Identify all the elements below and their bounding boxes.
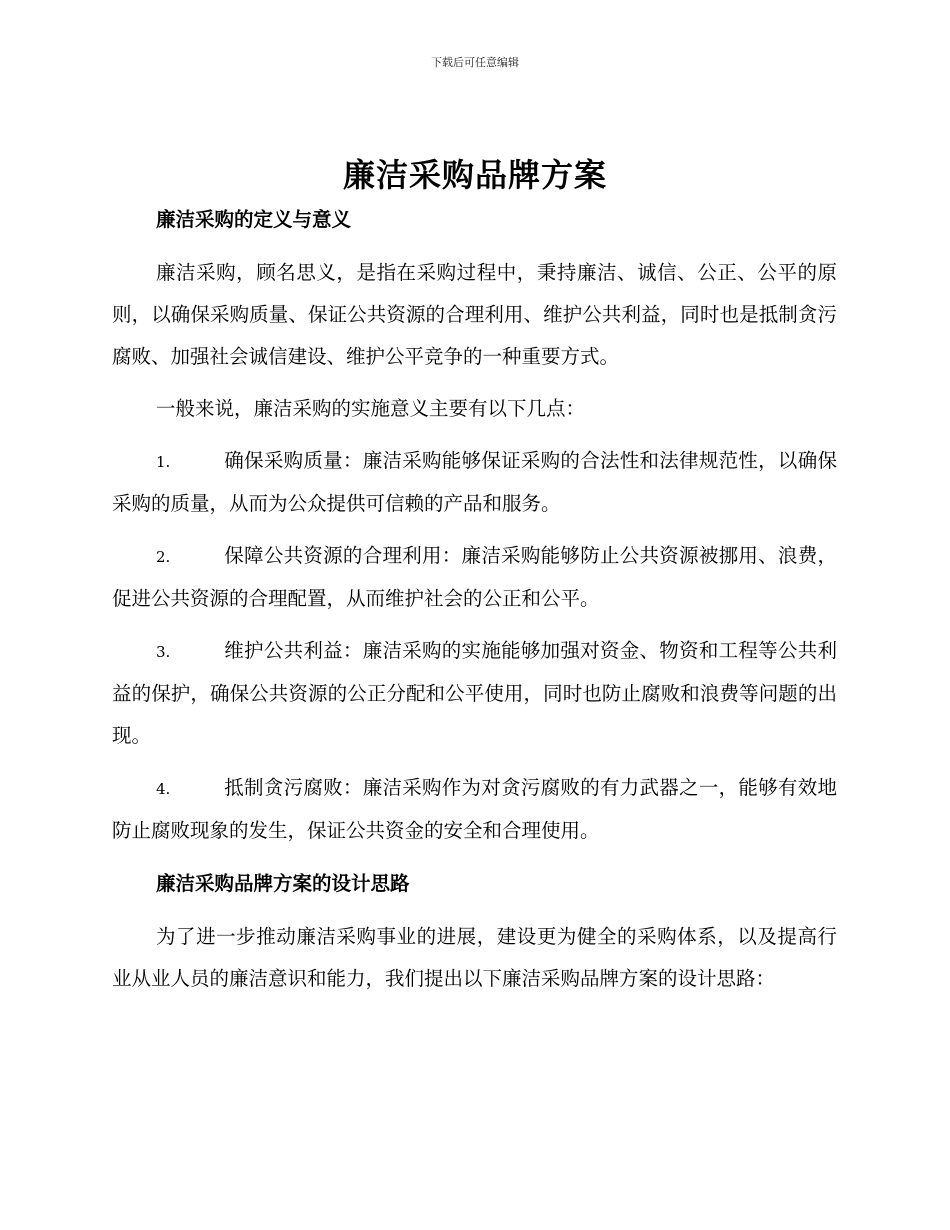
document-title: 廉洁采购品牌方案 xyxy=(342,156,607,194)
section-heading-design: 廉洁采购品牌方案的设计思路 xyxy=(156,872,410,895)
list-item-text: 保障公共资源的合理利用：廉洁采购能够防止公共资源被挪用、浪费，促进公共资源的合理配置，从而维护社会的公正和公平。 xyxy=(112,544,837,610)
page-header-note: 下载后可任意编辑 xyxy=(431,56,519,69)
list-item-text: 确保采购质量：廉洁采购能够保证采购的合法性和法律规范性，以确保采购的质量，从而为公众提供可信赖的产品和服务。 xyxy=(112,449,837,515)
list-item-text: 抵制贪污腐败：廉洁采购作为对贪污腐败的有力武器之一，能够有效地防止腐败现象的发生，保证公共资金的安全和合理使用。 xyxy=(112,776,837,842)
list-item-text: 维护公共利益：廉洁采购的实施能够加强对资金、物资和工程等公共利益的保护，确保公共资源的公正分配和公平使用，同时也防止腐败和浪费等问题的出现。 xyxy=(112,639,837,747)
list-item xyxy=(112,767,837,852)
list-item-number: 1. xyxy=(156,453,171,471)
paragraph-design-intro: 为了进一步推动廉洁采购事业的进展，建设更为健全的采购体系，以及提高行业从业人员的廉洁意识和能力，我们提出以下廉洁采购品牌方案的设计思路： xyxy=(112,925,837,990)
paragraph-definition: 廉洁采购，顾名思义，是指在采购过程中，秉持廉洁、诚信、公正、公平的原则，以确保采购质量、保证公共资源的合理利用、维护公共利益，同时也是抵制贪污腐败、加强社会诚信建设、维护公平竞争的一种重要方式。 xyxy=(112,261,837,368)
document-body xyxy=(112,198,837,1000)
list-item-number: 2. xyxy=(156,548,171,566)
list-item xyxy=(112,630,837,757)
section-heading-definition: 廉洁采购的定义与意义 xyxy=(156,208,352,231)
list-item xyxy=(112,440,837,525)
paragraph-significance-intro: 一般来说，廉洁采购的实施意义主要有以下几点： xyxy=(156,397,586,420)
list-item-number: 3. xyxy=(156,643,171,661)
list-item xyxy=(112,535,837,620)
list-item-number: 4. xyxy=(156,780,171,798)
